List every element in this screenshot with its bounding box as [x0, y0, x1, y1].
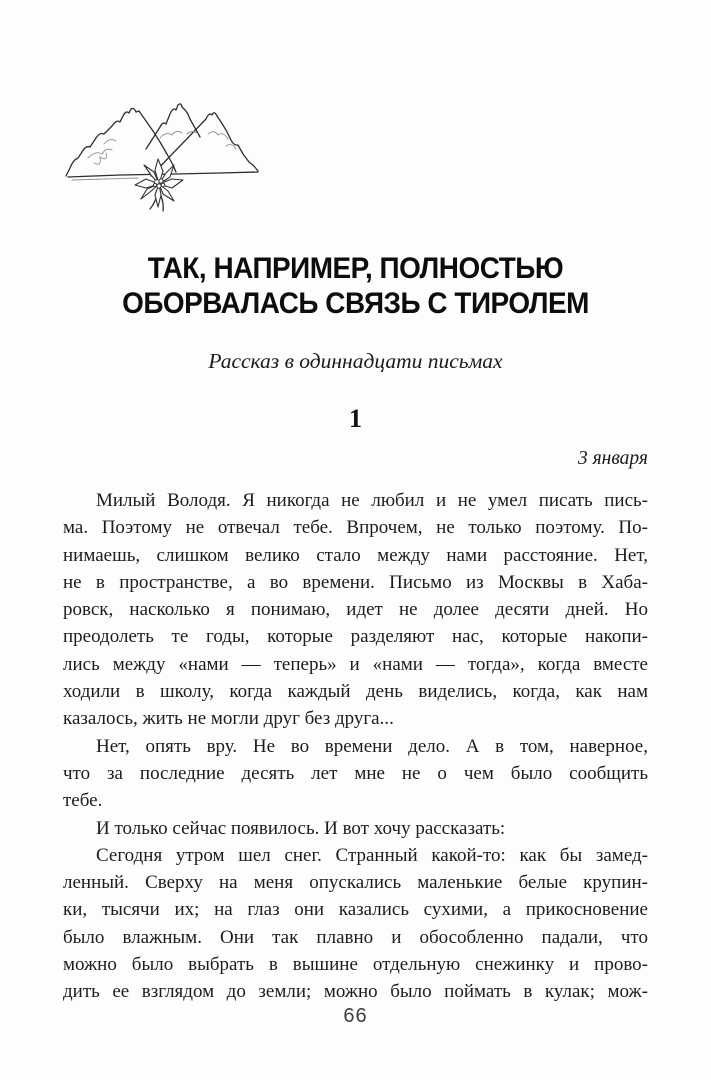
text-line: можно было выбрать в вышине отдельную снежинку и прово- — [63, 954, 648, 976]
section-number: 1 — [349, 404, 362, 433]
chapter-subtitle: Рассказ в одиннадцати письмах — [208, 349, 503, 373]
text-line: лись между «нами — теперь» и «нами — тогда», когда вместе — [63, 653, 648, 675]
text-line: нимаешь, слишком велико стало между нами расстояние. Нет, — [63, 544, 648, 566]
page-number: 66 — [343, 1005, 368, 1027]
paragraph — [63, 842, 648, 1006]
text-line: ходили в школу, когда каждый день виделись, когда, как нам — [63, 681, 648, 703]
chapter-title — [83, 251, 627, 321]
text-line: ленный. Сверху на меня опускались маленькие белые крупин- — [63, 872, 648, 894]
text-line: Сегодня утром шел снег. Странный какой-то: как бы замед- — [96, 844, 648, 866]
text-line: ма. Поэтому не отвечал тебе. Впрочем, не только поэтому. По- — [63, 517, 648, 539]
text-line: тебе. — [63, 790, 103, 812]
text-line: ровск, насколько я понимаю, идет не долее десяти дней. Но — [63, 599, 648, 621]
text-line: было влажным. Они так плавно и обособленно падали, что — [63, 926, 648, 948]
mountains-edelweiss-illustration — [60, 99, 268, 219]
text-line: ки, тысячи их; на глаз они казались сухими, а прикосновение — [63, 899, 648, 921]
chapter-title-line-2: ОБОРВАЛАСЬ СВЯЗЬ С ТИРОЛЕМ — [122, 287, 589, 320]
paragraph — [63, 815, 648, 842]
text-line: что за последние десять лет мне не о чем было сообщить — [63, 762, 648, 784]
chapter-title-line-1: ТАК, НАПРИМЕР, ПОЛНОСТЬЮ — [147, 252, 564, 285]
text-line: преодолеть те годы, которые разделяют нас, которые накопи- — [63, 626, 648, 648]
text-line: казалось, жить не могли друг без друга... — [63, 708, 394, 730]
body-text — [63, 487, 648, 1006]
letter-date: 3 января — [577, 448, 648, 469]
text-line: Нет, опять вру. Не во времени дело. А в том, наверное, — [96, 735, 648, 757]
text-line: Милый Володя. Я никогда не любил и не умел писать пись- — [96, 490, 648, 511]
paragraph — [63, 733, 648, 815]
paragraph — [63, 487, 648, 733]
text-line: И только сейчас появилось. И вот хочу рассказать: — [96, 817, 506, 839]
text-line: дить ее взглядом до земли; можно было поймать в кулак; мож- — [63, 981, 648, 1003]
text-line: не в пространстве, а во времени. Письмо из Москвы в Хаба- — [63, 571, 648, 593]
